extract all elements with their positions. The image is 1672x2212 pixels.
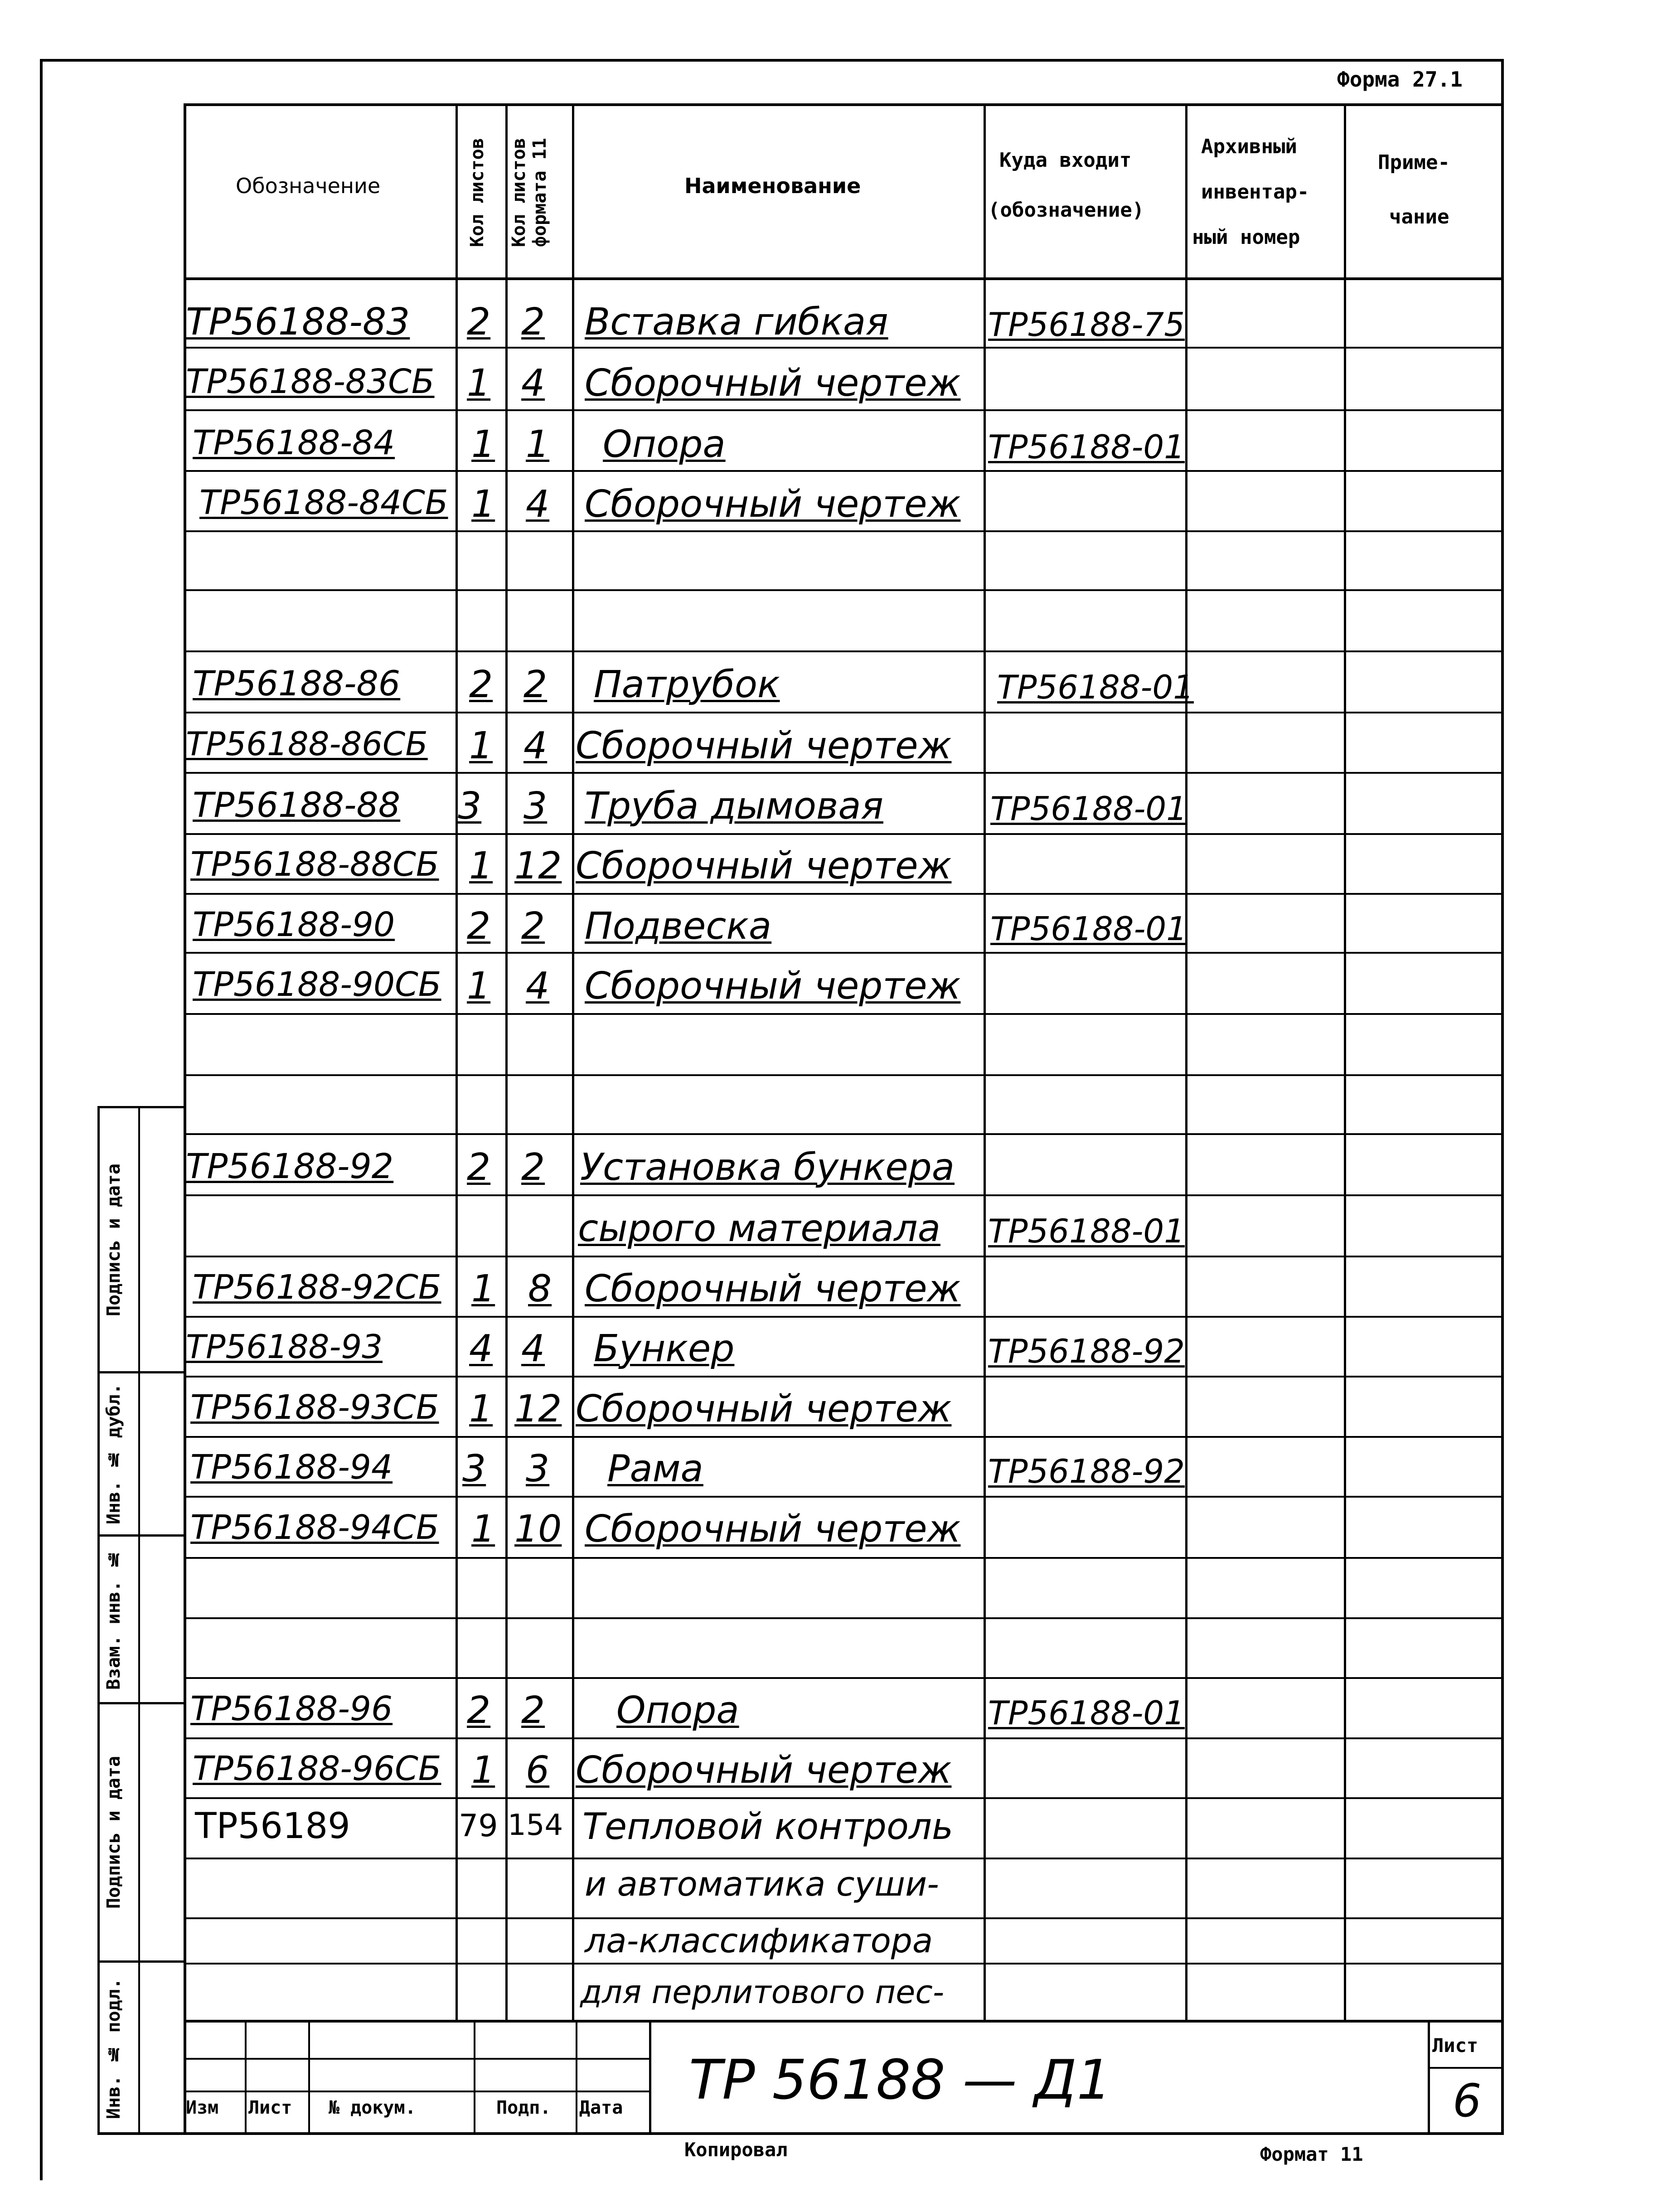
row-sheets: 1 [467,965,491,1008]
side-box-left [97,1106,100,2135]
row-where: TP56188-01 [988,1694,1185,1732]
side-sep [97,1960,186,1963]
row-line [184,772,1504,774]
row-line [184,1436,1504,1438]
table-left [184,103,186,2134]
tb-date: Дата [579,2097,623,2118]
row-name: Подвеска [585,905,772,948]
row-f11: 1 [526,423,550,466]
row-name: для перлитового пес- [580,1974,945,2011]
header-where-2: (обозначение) [988,199,1144,222]
row-f11: 6 [526,1749,550,1792]
row-designation: TP56188-88СБ [190,845,439,884]
row-designation: TP56189 [195,1806,350,1847]
row-where: TP56188-01 [990,790,1187,828]
header-sheets-count: Кол листов [467,138,488,247]
tb-row [184,2058,650,2060]
row-f11: 2 [521,1689,545,1732]
tb-sheet-sep [1428,2067,1504,2069]
header-where-1: Куда входит [999,149,1132,172]
row-designation: TP56188-84 [193,423,395,462]
row-sheets: 1 [469,844,493,888]
row-designation: TP56188-83СБ [186,362,435,401]
tb-col [474,2020,475,2133]
row-name: Патрубок [594,663,780,706]
side-label-inv-podl: Инв. № подл. [103,1978,124,2120]
col-line-3 [572,103,574,2020]
row-line [184,650,1504,652]
row-line [184,1496,1504,1498]
side-label-inv-dubl: Инв. № дубл. [103,1383,124,1524]
row-line [184,1074,1504,1076]
row-sheets: 2 [467,301,491,344]
row-sheets: 3 [462,1447,486,1490]
row-designation: TP56188-86СБ [186,725,428,763]
row-name: Сборочный чертеж [585,1267,961,1310]
row-where: TP56188-92 [988,1332,1185,1370]
row-line [184,1376,1504,1378]
col-line-2 [505,103,508,2020]
row-f11: 4 [521,1327,545,1370]
row-sheets: 2 [469,663,493,706]
row-sheets: 1 [469,1387,493,1431]
row-line [184,470,1504,472]
row-sheets: 2 [467,905,491,948]
row-name: Сборочный чертеж [585,483,961,526]
row-where: TP56188-01 [990,910,1187,948]
row-designation: TP56188-90СБ [193,965,441,1004]
row-name: Рама [607,1447,703,1490]
row-f11: 10 [514,1508,562,1551]
col-line-1 [456,103,458,2020]
title-block-top [184,2020,1504,2023]
frame-right [1501,59,1504,2135]
side-label-sign-date-bottom: Подпись и дата [103,1756,124,1909]
row-f11: 4 [526,965,550,1008]
row-f11: 4 [523,724,548,767]
tb-sign: Подп. [496,2097,551,2118]
header-sheets-format11 [509,113,570,272]
frame-left [40,59,43,2180]
frame-bottom [100,2132,1504,2135]
row-line [184,952,1504,954]
row-where: TP56188-92 [988,1452,1185,1490]
footer-format: Формат 11 [1260,2143,1363,2165]
tb-col [649,2020,651,2133]
row-f11: 8 [528,1267,552,1310]
row-sheets: 1 [467,362,491,405]
row-sheets: 1 [469,724,493,767]
row-sheets: 2 [467,1689,491,1732]
tb-row [184,2091,650,2092]
row-f11: 2 [523,663,548,706]
row-sheets: 1 [471,1508,495,1551]
row-designation: TP56188-93 [186,1328,383,1366]
row-line [184,1858,1504,1859]
header-archive-2: инвентар- [1201,180,1309,204]
header-archive-1: Архивный [1201,135,1297,158]
tb-list: Лист [248,2097,292,2118]
row-f11: 4 [521,362,545,405]
side-sep [97,1702,186,1704]
row-f11: 4 [526,483,550,526]
row-line [184,409,1504,411]
row-where: TP56188-01 [997,668,1194,706]
row-line [184,1737,1504,1739]
row-name: Труба дымовая [585,785,883,828]
col-line-4 [984,103,986,2020]
row-where: TP56188-01 [988,1212,1185,1250]
row-sheets: 1 [471,1267,495,1310]
row-line [184,1797,1504,1799]
header-name: Наименование [684,174,861,198]
row-line [184,530,1504,532]
row-name: Установка бункера [580,1146,955,1189]
header-archive-3: ный номер [1192,226,1300,249]
footer-copied: Копировал [684,2139,788,2161]
col-line-5 [1185,103,1187,2020]
row-sheets: 1 [471,483,495,526]
row-f11: 154 [508,1809,563,1842]
row-line [184,833,1504,835]
row-name: Сборочный чертеж [585,965,961,1008]
row-f11: 12 [514,844,562,888]
tb-col [245,2020,247,2133]
row-f11: 12 [514,1387,562,1431]
row-f11: 2 [521,905,545,948]
tb-doc-no: № докум. [329,2097,416,2118]
side-label-vzam-inv: Взам. инв. № [103,1549,124,1690]
row-line [184,1316,1504,1318]
row-designation: TP56188-90 [193,905,395,944]
row-line [184,589,1504,591]
row-name: Бункер [594,1327,735,1370]
tb-izm: Изм [186,2097,219,2118]
row-where: TP56188-01 [988,428,1185,466]
row-designation: TP56188-94 [190,1448,393,1487]
row-name: Сборочный чертеж [576,844,952,888]
tb-col [576,2020,577,2133]
row-sheets: 1 [471,1749,495,1792]
tb-col [308,2020,310,2133]
row-line [184,1013,1504,1015]
row-sheets: 79 [459,1808,498,1844]
frame-top [40,59,1504,62]
row-designation: TP56188-96 [190,1689,393,1728]
row-sheets: 2 [467,1146,491,1189]
tb-sheet-label: Лист [1432,2034,1478,2057]
row-line [184,1256,1504,1257]
side-box-top [97,1106,186,1108]
row-name: Вставка гибкая [585,301,888,344]
row-designation: TP56188-92 [186,1146,394,1186]
row-line [184,1917,1504,1919]
row-line [184,1963,1504,1965]
tb-col [1428,2020,1430,2133]
header-note-2: чание [1389,205,1449,228]
row-name: Тепловой контроль [582,1805,954,1848]
row-name: ла-классификатора [585,1921,933,1960]
row-f11: 2 [521,301,545,344]
row-line [184,893,1504,895]
row-designation: TP56188-93СБ [190,1388,439,1427]
table-top [184,103,1504,106]
row-designation: TP56188-94СБ [190,1508,439,1547]
row-sheets: 4 [469,1327,493,1370]
row-line [184,1677,1504,1679]
row-f11: 2 [521,1146,545,1189]
row-name: сырого материала [578,1207,940,1250]
row-sheets: 1 [471,423,495,466]
row-designation: TP56188-92СБ [193,1268,441,1307]
row-where: TP56188-75 [988,306,1185,344]
row-name: Сборочный чертеж [585,1508,961,1551]
row-f11: 3 [526,1447,550,1490]
row-f11: 3 [523,785,548,828]
row-name: Сборочный чертеж [576,1387,952,1431]
row-designation: TP56188-96СБ [193,1749,441,1788]
header-sheets-format11-text: Кол листов формата 11 [509,138,550,247]
row-designation: TP56188-88 [193,785,401,825]
row-line [184,1617,1504,1619]
tb-document-code: TP 56188 — Д1 [689,2049,1111,2112]
row-designation: TP56188-84СБ [199,483,448,522]
form-label: Форма 27.1 [1337,67,1463,92]
row-line [184,1133,1504,1135]
tb-sheet-number: 6 [1453,2074,1482,2127]
side-sep [97,1534,186,1537]
row-designation: TP56188-83 [186,301,410,344]
row-line [184,347,1504,349]
row-name: и автоматика суши- [585,1865,939,1904]
row-sheets: 3 [458,785,482,828]
row-line [184,1557,1504,1559]
col-line-6 [1344,103,1346,2020]
row-designation: TP56188-86 [193,663,401,703]
side-label-sign-date-top: Подпись и дата [103,1163,124,1316]
row-name: Сборочный чертеж [576,1749,952,1792]
row-name: Опора [616,1689,739,1732]
row-name: Сборочный чертеж [585,362,961,405]
row-name: Опора [603,423,726,466]
header-note-1: Приме- [1378,151,1450,174]
header-designation: Обозначение [236,174,381,198]
row-name: Сборочный чертеж [576,724,952,767]
row-line [184,712,1504,713]
row-line [184,1194,1504,1196]
side-box-mid [138,1106,140,2135]
table-header-bottom [184,277,1504,280]
side-sep [97,1371,186,1373]
